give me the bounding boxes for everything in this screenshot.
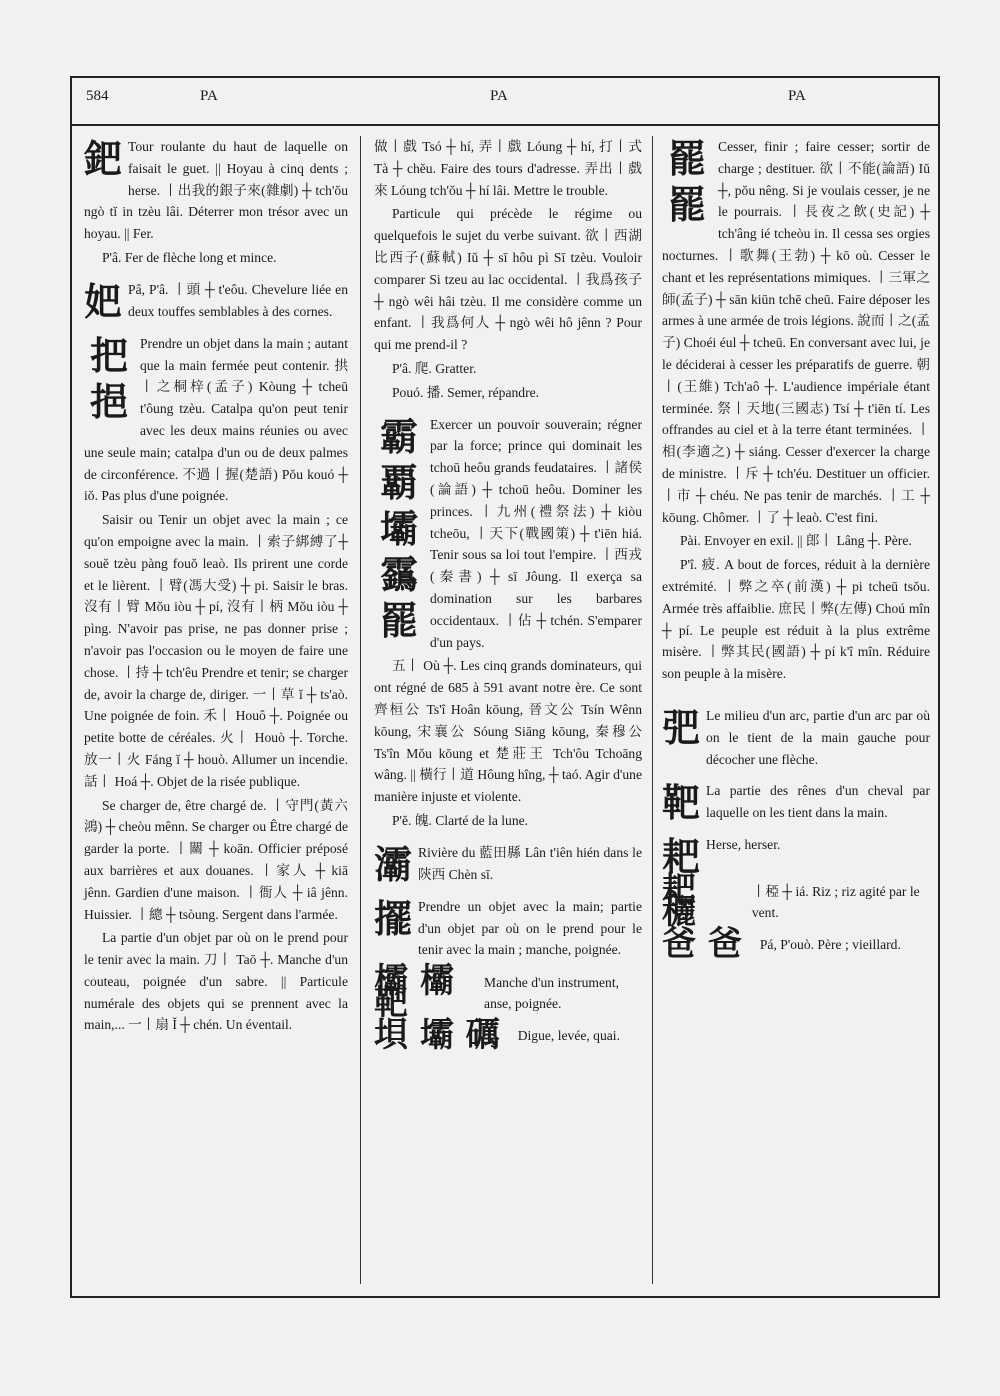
headword-glyph: 罷: [379, 598, 418, 643]
headword-glyphs: 欛 欛 靶: [374, 961, 454, 1023]
entry-subsense: P'â. 爬. Gratter.: [392, 360, 477, 376]
entry-text: Prendre un objet avec la main; partie d'un objet par où on le prend pour le tenir avec la main ; manche, poignée.: [418, 898, 642, 958]
page-frame: [70, 76, 940, 1298]
headword-glyph: 罷: [667, 137, 706, 181]
entry-subsense: P'â. Fer de flèche long et mince.: [102, 249, 277, 265]
headword-glyph: 耙: [662, 835, 701, 880]
dictionary-entry: [374, 896, 642, 961]
entry-text: Exercer un pouvoir souverain; régner par la force; prince qui dominait les tchoū heôu grands feudataires. 丨諸侯(論語) ┼ tchoū heôu. Dominer les princes. 丨九州(禮祭法) ┼ kiòu tcheōu, 丨天下(戰國策) ┼ t'iēn hiá. Tenir sous sa loi tout l'empire. 丨西戎(秦書) ┼ sī Jôung. Il exerça sa domination sur les barbares occidentaux. 丨佔 ┼ tchén. S'emparer d'un pays.: [430, 416, 642, 650]
dictionary-entry: [662, 705, 930, 770]
entry-paragraph: La partie d'un objet par où on le prend pour le tenir avec la main. 刀丨 Taō ┼. Manche d'un couteau, poignée d'un sabre. || Particule numérale des objets qui se prennent avec la main,... 一丨扇 Ĭ ┼ chén. Un éventail.: [84, 930, 348, 1033]
entry-text: Pá, P'ouò. Père ; vieillard.: [759, 937, 901, 953]
entry-text: Rivière du 藍田縣 Lân t'iên hién dans le 陝西 Chèn sī.: [418, 844, 642, 882]
headword-glyph: 擺: [374, 896, 413, 941]
glyph-row: [662, 923, 930, 964]
dictionary-entry: [84, 279, 348, 323]
entry-text: Prendre un objet dans la main ; autant que la main fermée peut contenir. 拱丨之桐梓(孟子) Kòung ┼ tcheū t'ôung tzèu. Catalpa qu'on peut tenir avec les deux mains réunies ou avec une seule main; catalpa d'un ou de deux palmes de circonférence. 不過丨握(楚語) Pŏu kouó ┼ iŏ. Pas plus d'une poignée.: [84, 335, 348, 504]
column-2: [374, 136, 642, 1284]
entry-text: Pâ, P'â. 丨頭 ┼ t'eôu. Chevelure liée en deux touffes semblables à des cornes.: [128, 281, 348, 319]
glyph-row: [662, 870, 930, 933]
entry-text: Le milieu d'un arc, partie d'un arc par où on le tient de la main gauche pour décocher une flèche.: [706, 707, 930, 767]
dictionary-entry: [662, 136, 930, 685]
entry-paragraph: Particule qui précède le régime ou quelquefois le sujet du verbe suivant. 欲丨西湖比西子(蘇軾) Iŭ ┼ sī hôu pì Sī tzèu. Vouloir comparer Si tzeu au lac occidental. 丨我爲孩子 ┼ ngò wêi hâi tzèu. Il me considère comme un enfant. 丨我爲何人 ┼ ngò wêi hô jênn ? Pour qui me prend-il ?: [374, 206, 642, 353]
column-rule-2: [652, 136, 653, 1284]
headword-glyphs: 垻 壩 礪: [374, 1014, 500, 1055]
entry-text: Herse, herser.: [706, 837, 781, 853]
entry-text: Digue, levée, quai.: [517, 1028, 620, 1044]
entry-subsense: Pouó. 播. Semer, répandre.: [392, 384, 540, 400]
entry-paragraph: Se charger de, être chargé de. 丨守門(黃六鴻) ┼ cheòu mênn. Se charger ou Être chargé de garder la porte. 丨關 ┼ koān. Officier préposé aux barrières et aux douanes. 丨家人 ┼ kiā jênn. Gardien d'une maison. 丨衙人 ┼ iâ jênn. Huissier. 丨總 ┼ tsòung. Sergent dans l'armée.: [84, 797, 348, 922]
headword-glyph: 靎: [379, 552, 418, 597]
headword-glyph: 鈀: [84, 137, 123, 181]
entry-text: Tour roulante du haut de laquelle on faisait le guet. || Hoyau à cinq dents ; herse. 丨出我的銀子來(雜劇) ┼ tch'ŏu ngò tĭ in tzèu lâi. Déterrer mon trésor avec un hoyau. || Fer.: [84, 139, 348, 242]
entry-text: Cesser, finir ; faire cesser; sortir de charge ; destituer. 欲丨不能(論語) Iŭ ┼, pŏu nêng. Si je voulais cesser, je ne le pourrais. 丨長夜之飲(史記) ┼ tch'âng ié tcheòu in. Il cessa ses orgies nocturnes. 丨歌舞(王勃) ┼ kō où. Cesser le chant et les représentations mimiques. 丨三軍之師(孟子) ┼ sān kiūn tchē cheū. Faire déposer les armes à une armée de trois légions. 說而丨之(孟子) Choéi éul ┼ tcheū. En conversant avec lui, je le déciderai à cesser les préparatifs de guerre. 朝丨(王維) Tch'aô ┼. L'audience impériale étant terminée. 祭丨天地(三國志) Tsí ┼ t'iēn tí. Les offrandes au ciel et à la terre étant terminées. 丨相(李適之) ┼ siáng. Cesser d'exercer la charge de ministre. 丨斥 ┼ tch'éu. Destituer un officier. 丨市 ┼ chéu. Ne pas tenir de marchés. 丨工 ┼ kōung. Chômer. 丨了 ┼ leaò. C'est fini.: [662, 139, 930, 525]
running-header: [72, 78, 938, 126]
dictionary-entry: [84, 136, 348, 269]
entry-subsense: P'î. 疲. A bout de forces, réduit à la dernière extrémité. 丨弊之卒(前漢) ┼ pi tcheū tsŏu. Armée très affaiblie. 庶民丨弊(左傳) Choú mîn ┼ pí. Le peuple est réduit à la plus extrême misère. 丨弊其民(國語) ┼ pí k'î mîn. Réduire son peuple à la misère.: [662, 557, 930, 682]
headword-glyph: 挹: [89, 379, 128, 424]
dictionary-entry: [374, 414, 642, 832]
dictionary-entry: [84, 333, 348, 1037]
headword-glyph: 妑: [84, 279, 123, 324]
entry-paragraph: Saisir ou Tenir un objet avec la main ; ce qu'on empoigne avec la main. 丨索子綁縛了┼ souĕ tzèu pàng fouŏ leaò. Ils prirent une corde et le lièrent. 丨臂(馮大受) ┼ pi. Saisir le bras. 沒有丨臂 Mŏu iòu ┼ pí, 沒有丨柄 Mŏu iòu ┼ pìng. N'avoir pas prise, ne pas donner prise ; n'avoir pas l'occasion ou le moyen de faire une chose. 丨持 ┼ tch'êu Prendre et tenir; se charger de, avoir la charge de, diriger. 一丨草 ĭ ┼ ts'aò. Une poignée de foin. 禾丨 Houô ┼. Poignée ou petite botte de céréales. 火丨 Houò ┼. Torche. 放一丨火 Fáng ĭ ┼ houò. Allumer un incendie. 話丨 Hoá ┼. Objet de la risée publique.: [84, 512, 348, 789]
entry-paragraph: 五丨 Où ┼. Les cinq grands dominateurs, qui ont régné de 685 à 591 avant notre ère. Ce sont 齊桓公 Ts'î Hoân kōung, 晉文公 Tsín Wênn kōung, 宋襄公 Sóung Siāng kōung, 秦穆公 Ts'în Mŏu kōung et 楚莊王 Tch'ôu Tchoāng wâng. || 橫行丨道 Hôung hîng, ┼ taó. Agir d'une manière injuste et violente.: [374, 658, 642, 805]
header-word-left: PA: [200, 88, 218, 104]
entry-paragraph: 做丨戲 Tsó ┼ hí, 弄丨戲 Lóung ┼ hí, 打丨式 Tà ┼ chĕu. Faire des tours d'adresse. 弄出丨戲來 Lóung tch'ŏu ┼ hí lâi. Mettre le trouble.: [374, 139, 642, 198]
dictionary-entry: [374, 842, 642, 886]
column-3: [662, 136, 930, 1284]
entry-text: 丨稏 ┼ iá. Riz ; riz agité par le vent.: [751, 884, 920, 921]
headword-glyph: 弝: [662, 705, 701, 750]
entry-text: La partie des rênes d'un cheval par laquelle on les tient dans la main.: [706, 783, 930, 821]
entry-subsense: Pài. Envoyer en exil. || 郎丨 Lâng ┼. Père.: [680, 533, 912, 549]
headword-glyph: 霸: [379, 414, 418, 459]
headword-glyph: 灞: [374, 842, 413, 887]
column-1: [84, 136, 348, 1284]
dictionary-entry: [662, 780, 930, 824]
header-word-center: PA: [490, 88, 508, 104]
headword-glyph: 覇: [379, 460, 418, 505]
headword-glyphs: 爸 爸: [662, 923, 742, 964]
headword-glyph-stack: [374, 414, 424, 644]
headword-glyph: 靶: [662, 781, 701, 826]
headword-glyphs: 耙 穲: [662, 870, 696, 933]
headword-glyph: 把: [89, 333, 128, 378]
entry-subsense: P'ĕ. 魄. Clarté de la lune.: [392, 812, 529, 828]
headword-glyph: 罷: [667, 183, 706, 227]
column-rule-1: [360, 136, 361, 1284]
entry-text: Manche d'un instrument, anse, poignée.: [484, 974, 619, 1011]
headword-glyph-stack: [84, 333, 134, 425]
page-number: 584: [86, 88, 109, 104]
glyph-row: [374, 961, 642, 1023]
dictionary-entry: [662, 834, 930, 880]
headword-glyph-stack: [662, 136, 712, 228]
glyph-row: [374, 1014, 642, 1055]
headword-glyph: 壩: [379, 506, 418, 551]
header-word-right: PA: [788, 88, 806, 104]
